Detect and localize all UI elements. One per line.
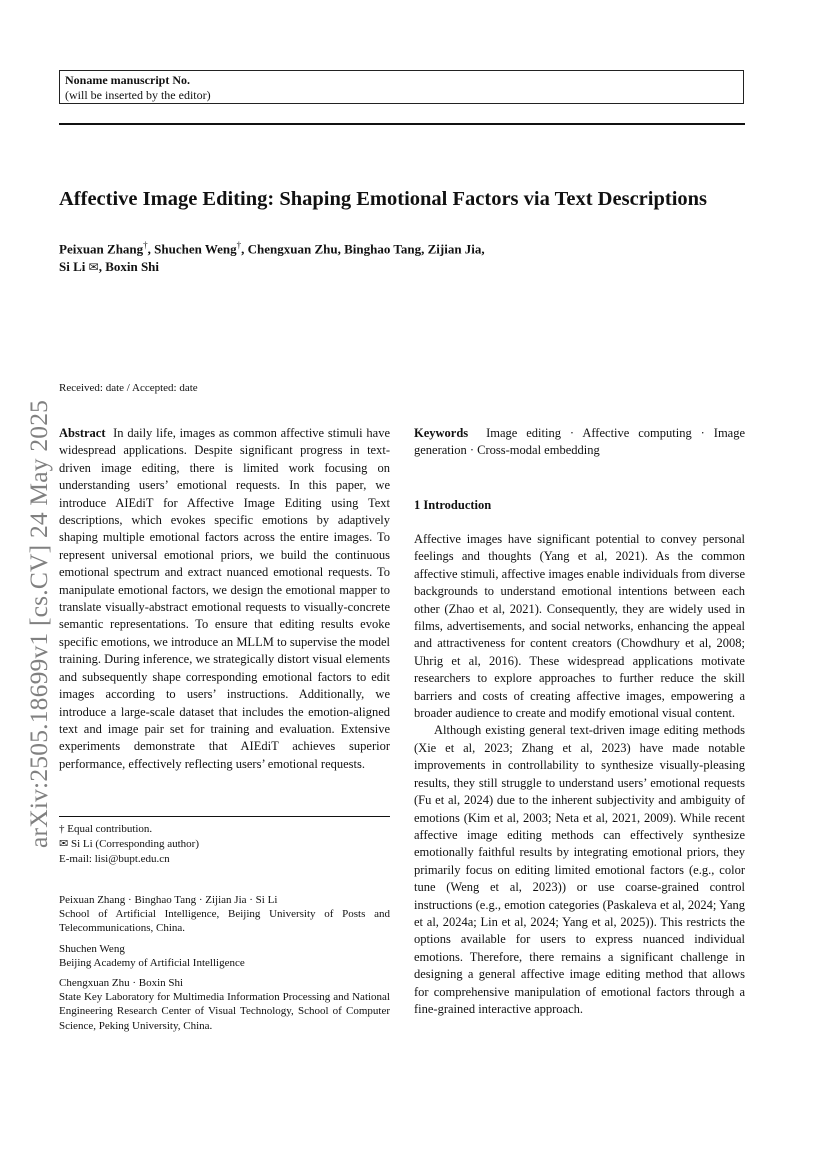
section-heading: 1 Introduction: [414, 498, 492, 512]
abstract: [59, 425, 390, 773]
intro-paragraph-1: Affective images have significant potential to convey personal feelings and thoughts (Yang et al, 2021). As the common affective stimuli, affective images enable individuals from diverse backgrounds to understand emotional intentions between each other (Zhao et al, 2021). Consequently, they are widely used in films, advertisements, and social networks, enhancing the appeal and attractiveness for content creators (Chowdhury et al, 2008; Uhrig et al, 2016). These widespread applications motivate researchers to explore approaches to further reduce the skill barriers and costs of creating affective images, empowering a broader audience to create and modify emotional visual content.: [414, 532, 745, 721]
abstract-text: In daily life, images as common affective stimuli have widespread applications. Despite significant progress in text-driven image editing, there is limited work focusing on understanding users’ emotional requests. In this paper, we introduce AIEdiT for Affective Image Editing using Text descriptions, which evokes specific emotions by adaptively shaping multiple emotional factors across the entire images. To represent universal emotional priors, we build the continuous emotional spectrum and extract nuanced emotional requests. To manipulate emotional factors, we design the emotional mapper to translate visually-abstract emotional requests to visually-concrete semantic representations. To ensure that editing results evoke specific emotions, we introduce an MLLM to supervise the model training. During inference, we strategically distort visual elements and subsequently shape corresponding emotional factors to edit images according to users’ instructions. Additionally, we introduce a large-scale dataset that includes the emotion-aligned text and image pair set for training and evaluation. Extensive experiments demonstrate that AIEdiT achieves superior performance, effectively reflecting users’ emotional requests.: [59, 426, 390, 771]
affiliation-group: [59, 893, 390, 936]
corresponding-author: Si Li (Corresponding author): [70, 837, 199, 850]
keywords: [414, 425, 745, 460]
equal-contribution-note: † Equal contribution.: [59, 823, 153, 835]
intro-paragraph-2: Although existing general text-driven image editing methods (Xie et al, 2023; Zhang et al, 2023) have made notable improvements in controllability to synthesize visually-pleasing results, they still struggle to understand users’ emotional requests (Fu et al, 2024) due to the inherent subjectivity and ambiguity of emotions (Kim et al, 2003; Neta et al, 2021, 2009). While recent affective image editing methods can effectively synthesize emotionally faithful results by integrating emotional priors, they primarily focus on editing limited emotional factors (e.g., color tune (Weng et al, 2023)) or use coarse-grained control instructions (e.g., emotion categories (Paskaleva et al, 2024; Yang et al, 2024a; Lin et al, 2024; Yang et al, 2025)). This restricts the options available for users to express nuanced individual emotions. Therefore, there remains a significant challenge in designing a general affective image editing method that allows for comprehensive manipulation of emotional factors through a fine-grained interactive approach.: [414, 723, 745, 1016]
affiliation-institution: School of Artificial Intelligence, Beijing University of Posts and Telecommunications, China.: [59, 908, 390, 935]
footnotes: [59, 822, 390, 866]
footnote-rule: [59, 816, 390, 817]
keywords-text: Image editing · Affective computing · Image generation · Cross-modal embedding: [414, 426, 746, 458]
envelope-icon: ✉: [88, 260, 99, 275]
dagger-mark: †: [236, 240, 242, 250]
corresponding-note: [59, 837, 390, 852]
header-rule: [59, 123, 745, 125]
received-date: Received: date / Accepted: date: [59, 382, 198, 394]
affiliation-names: Chengxuan Zhu · Boxin Shi: [59, 977, 184, 990]
manuscript-number: Noname manuscript No.: [65, 73, 190, 87]
author-names: , Boxin Shi: [98, 259, 160, 275]
affiliations: [59, 893, 390, 1039]
paper-title: Affective Image Editing: Shaping Emotional Factors via Text Descriptions: [59, 188, 708, 210]
affiliation-institution: State Key Laboratory for Multimedia Information Processing and National Engineering Research Center of Visual Technology, School of Computer Science, Peking University, China.: [59, 991, 390, 1032]
author-list: Peixuan Zhang†, Shuchen Weng†, Chengxuan Zhu, Binghao Tang, Zijian Jia, Si Li ✉, Boxin Shi: [59, 240, 485, 275]
affiliation-group: [59, 942, 390, 970]
envelope-icon: ✉: [59, 837, 69, 850]
dagger-mark: †: [143, 240, 148, 250]
keywords-label: Keywords: [414, 426, 469, 440]
author-name: Si Li: [59, 259, 86, 275]
affiliation-names: Peixuan Zhang · Binghao Tang · Zijian Jia · Si Li: [59, 894, 278, 906]
introduction-body: [414, 531, 745, 1018]
author-names: , Chengxuan Zhu, Binghao Tang, Zijian Jia,: [241, 241, 485, 257]
author-name: Peixuan Zhang: [59, 241, 144, 257]
affiliation-institution: Beijing Academy of Artificial Intelligence: [59, 956, 245, 969]
affiliation-group: [59, 976, 390, 1033]
abstract-label: Abstract: [59, 426, 106, 440]
author-name: Shuchen Weng: [154, 241, 237, 257]
manuscript-header-box: [59, 70, 744, 104]
affiliation-names: Shuchen Weng: [59, 942, 125, 955]
email-note[interactable]: E-mail: lisi@bupt.edu.cn: [59, 852, 170, 865]
arxiv-stamp: arXiv:2505.18699v1 [cs.CV] 24 May 2025: [24, 399, 53, 848]
editor-note: (will be inserted by the editor): [65, 88, 211, 102]
